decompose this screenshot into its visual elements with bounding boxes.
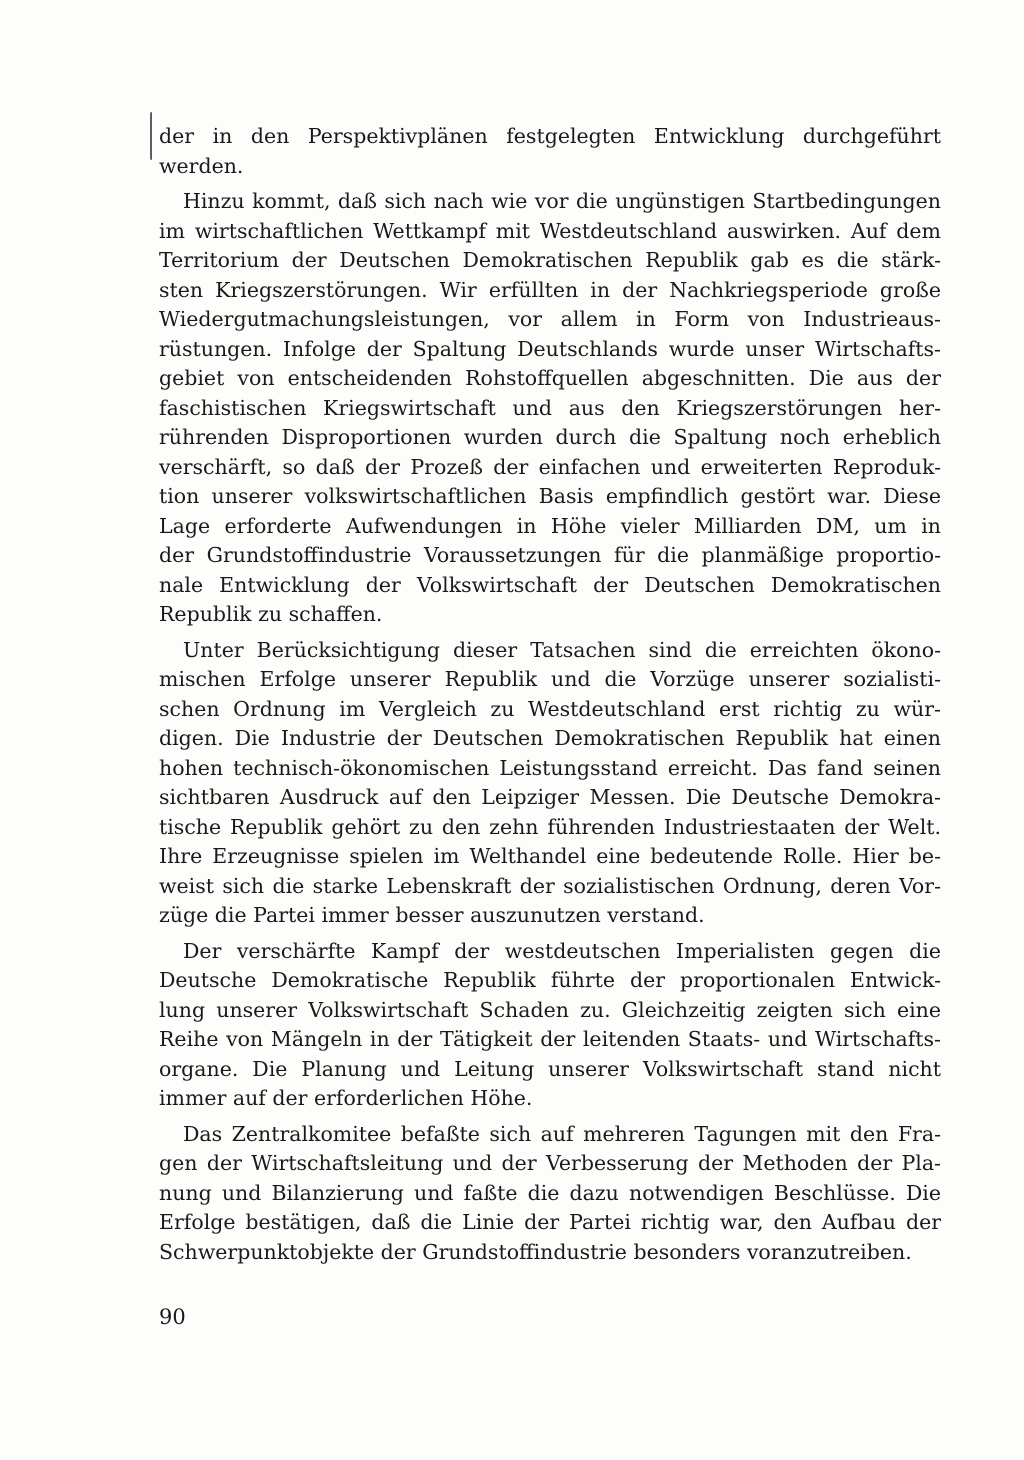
margin-pencil-mark bbox=[150, 112, 156, 160]
text-line: werden. bbox=[159, 153, 244, 178]
text-line: nung und Bilanzierung und faßte die dazu notwendigen Beschlüsse. Die bbox=[159, 1180, 941, 1205]
text-line: lung unserer Volkswirtschaft Schaden zu. Gleichzeitig zeigten sich eine bbox=[159, 997, 941, 1022]
text-line: Unter Berücksichtigung dieser Tatsachen sind die erreichten ökono- bbox=[183, 637, 941, 662]
text-line: Schwerpunktobjekte der Grundstoffindustrie besonders voranzutreiben. bbox=[159, 1239, 912, 1264]
paragraph bbox=[159, 122, 941, 181]
text-line: Deutsche Demokratische Republik führte der proportionalen Entwick- bbox=[159, 968, 941, 992]
text-line: Das Zentralkomitee befaßte sich auf mehreren Tagungen mit den Fra- bbox=[183, 1121, 941, 1146]
text-line: mischen Erfolge unserer Republik und die Vorzüge unserer sozialisti- bbox=[159, 667, 941, 691]
text-line: Hinzu kommt, daß sich nach wie vor die ungünstigen Startbedingungen bbox=[183, 189, 941, 213]
paragraph bbox=[159, 187, 941, 630]
text-line: Erfolge bestätigen, daß die Linie der Partei richtig war, den Aufbau der bbox=[159, 1210, 941, 1234]
text-line: gebiet von entscheidenden Rohstoffquellen abgeschnitten. Die aus der bbox=[159, 366, 941, 390]
text-line: weist sich die starke Lebenskraft der sozialistischen Ordnung, deren Vor- bbox=[159, 873, 941, 898]
page-number: 90 bbox=[159, 1305, 186, 1329]
text-line: sten Kriegszerstörungen. Wir erfüllten in der Nachkriegsperiode große bbox=[159, 277, 941, 302]
text-line: immer auf der erforderlichen Höhe. bbox=[159, 1086, 533, 1110]
paragraph bbox=[159, 636, 941, 931]
text-line: der in den Perspektivplänen festgelegten Entwicklung durchgeführt bbox=[159, 124, 941, 148]
text-line: gen der Wirtschaftsleitung und der Verbesserung der Methoden der Pla- bbox=[159, 1151, 941, 1175]
text-line: schen Ordnung im Vergleich zu Westdeutschland erst richtig zu wür- bbox=[159, 696, 941, 721]
text-line: züge die Partei immer besser auszunutzen verstand. bbox=[159, 903, 705, 927]
text-line: Lage erforderte Aufwendungen in Höhe vieler Milliarden DM, um in bbox=[159, 513, 941, 538]
text-line: Der verschärfte Kampf der westdeutschen Imperialisten gegen die bbox=[183, 938, 941, 963]
text-line: Wiedergutmachungsleistungen, vor allem in Form von Industrieaus- bbox=[159, 307, 941, 331]
text-line: nale Entwicklung der Volkswirtschaft der Deutschen Demokratischen bbox=[159, 572, 941, 597]
text-line: tische Republik gehört zu den zehn führenden Industriestaaten der Welt. bbox=[159, 814, 941, 839]
text-line: sichtbaren Ausdruck auf den Leipziger Messen. Die Deutsche Demokra- bbox=[159, 785, 941, 809]
text-line: rührenden Disproportionen wurden durch die Spaltung noch erheblich bbox=[159, 425, 941, 449]
text-line: verschärft, so daß der Prozeß der einfachen und erweiterten Reproduk- bbox=[159, 454, 941, 479]
text-line: faschistischen Kriegswirtschaft und aus den Kriegszerstörungen her- bbox=[159, 395, 941, 420]
text-line: Ihre Erzeugnisse spielen im Welthandel eine bedeutende Rolle. Hier be- bbox=[159, 844, 941, 868]
text-line: im wirtschaftlichen Wettkampf mit Westdeutschland auswirken. Auf dem bbox=[159, 218, 941, 243]
text-line: der Grundstoffindustrie Voraussetzungen für die planmäßige proportio- bbox=[159, 543, 941, 567]
text-line: organe. Die Planung und Leitung unserer Volkswirtschaft stand nicht bbox=[159, 1056, 941, 1081]
text-line: Territorium der Deutschen Demokratischen Republik gab es die stärk- bbox=[159, 248, 941, 272]
text-line: hohen technisch-ökonomischen Leistungsstand erreicht. Das fand seinen bbox=[159, 755, 941, 780]
paragraph bbox=[159, 937, 941, 1114]
paragraph bbox=[159, 1120, 941, 1268]
text-line: digen. Die Industrie der Deutschen Demokratischen Republik hat einen bbox=[159, 726, 941, 750]
text-line: Reihe von Mängeln in der Tätigkeit der leitenden Staats- und Wirtschafts- bbox=[159, 1027, 941, 1051]
text-line: Republik zu schaffen. bbox=[159, 602, 383, 626]
text-line: rüstungen. Infolge der Spaltung Deutschlands wurde unser Wirtschafts- bbox=[159, 336, 941, 361]
body-text bbox=[159, 122, 941, 1267]
text-line: tion unserer volkswirtschaftlichen Basis empfindlich gestört war. Diese bbox=[159, 484, 941, 508]
